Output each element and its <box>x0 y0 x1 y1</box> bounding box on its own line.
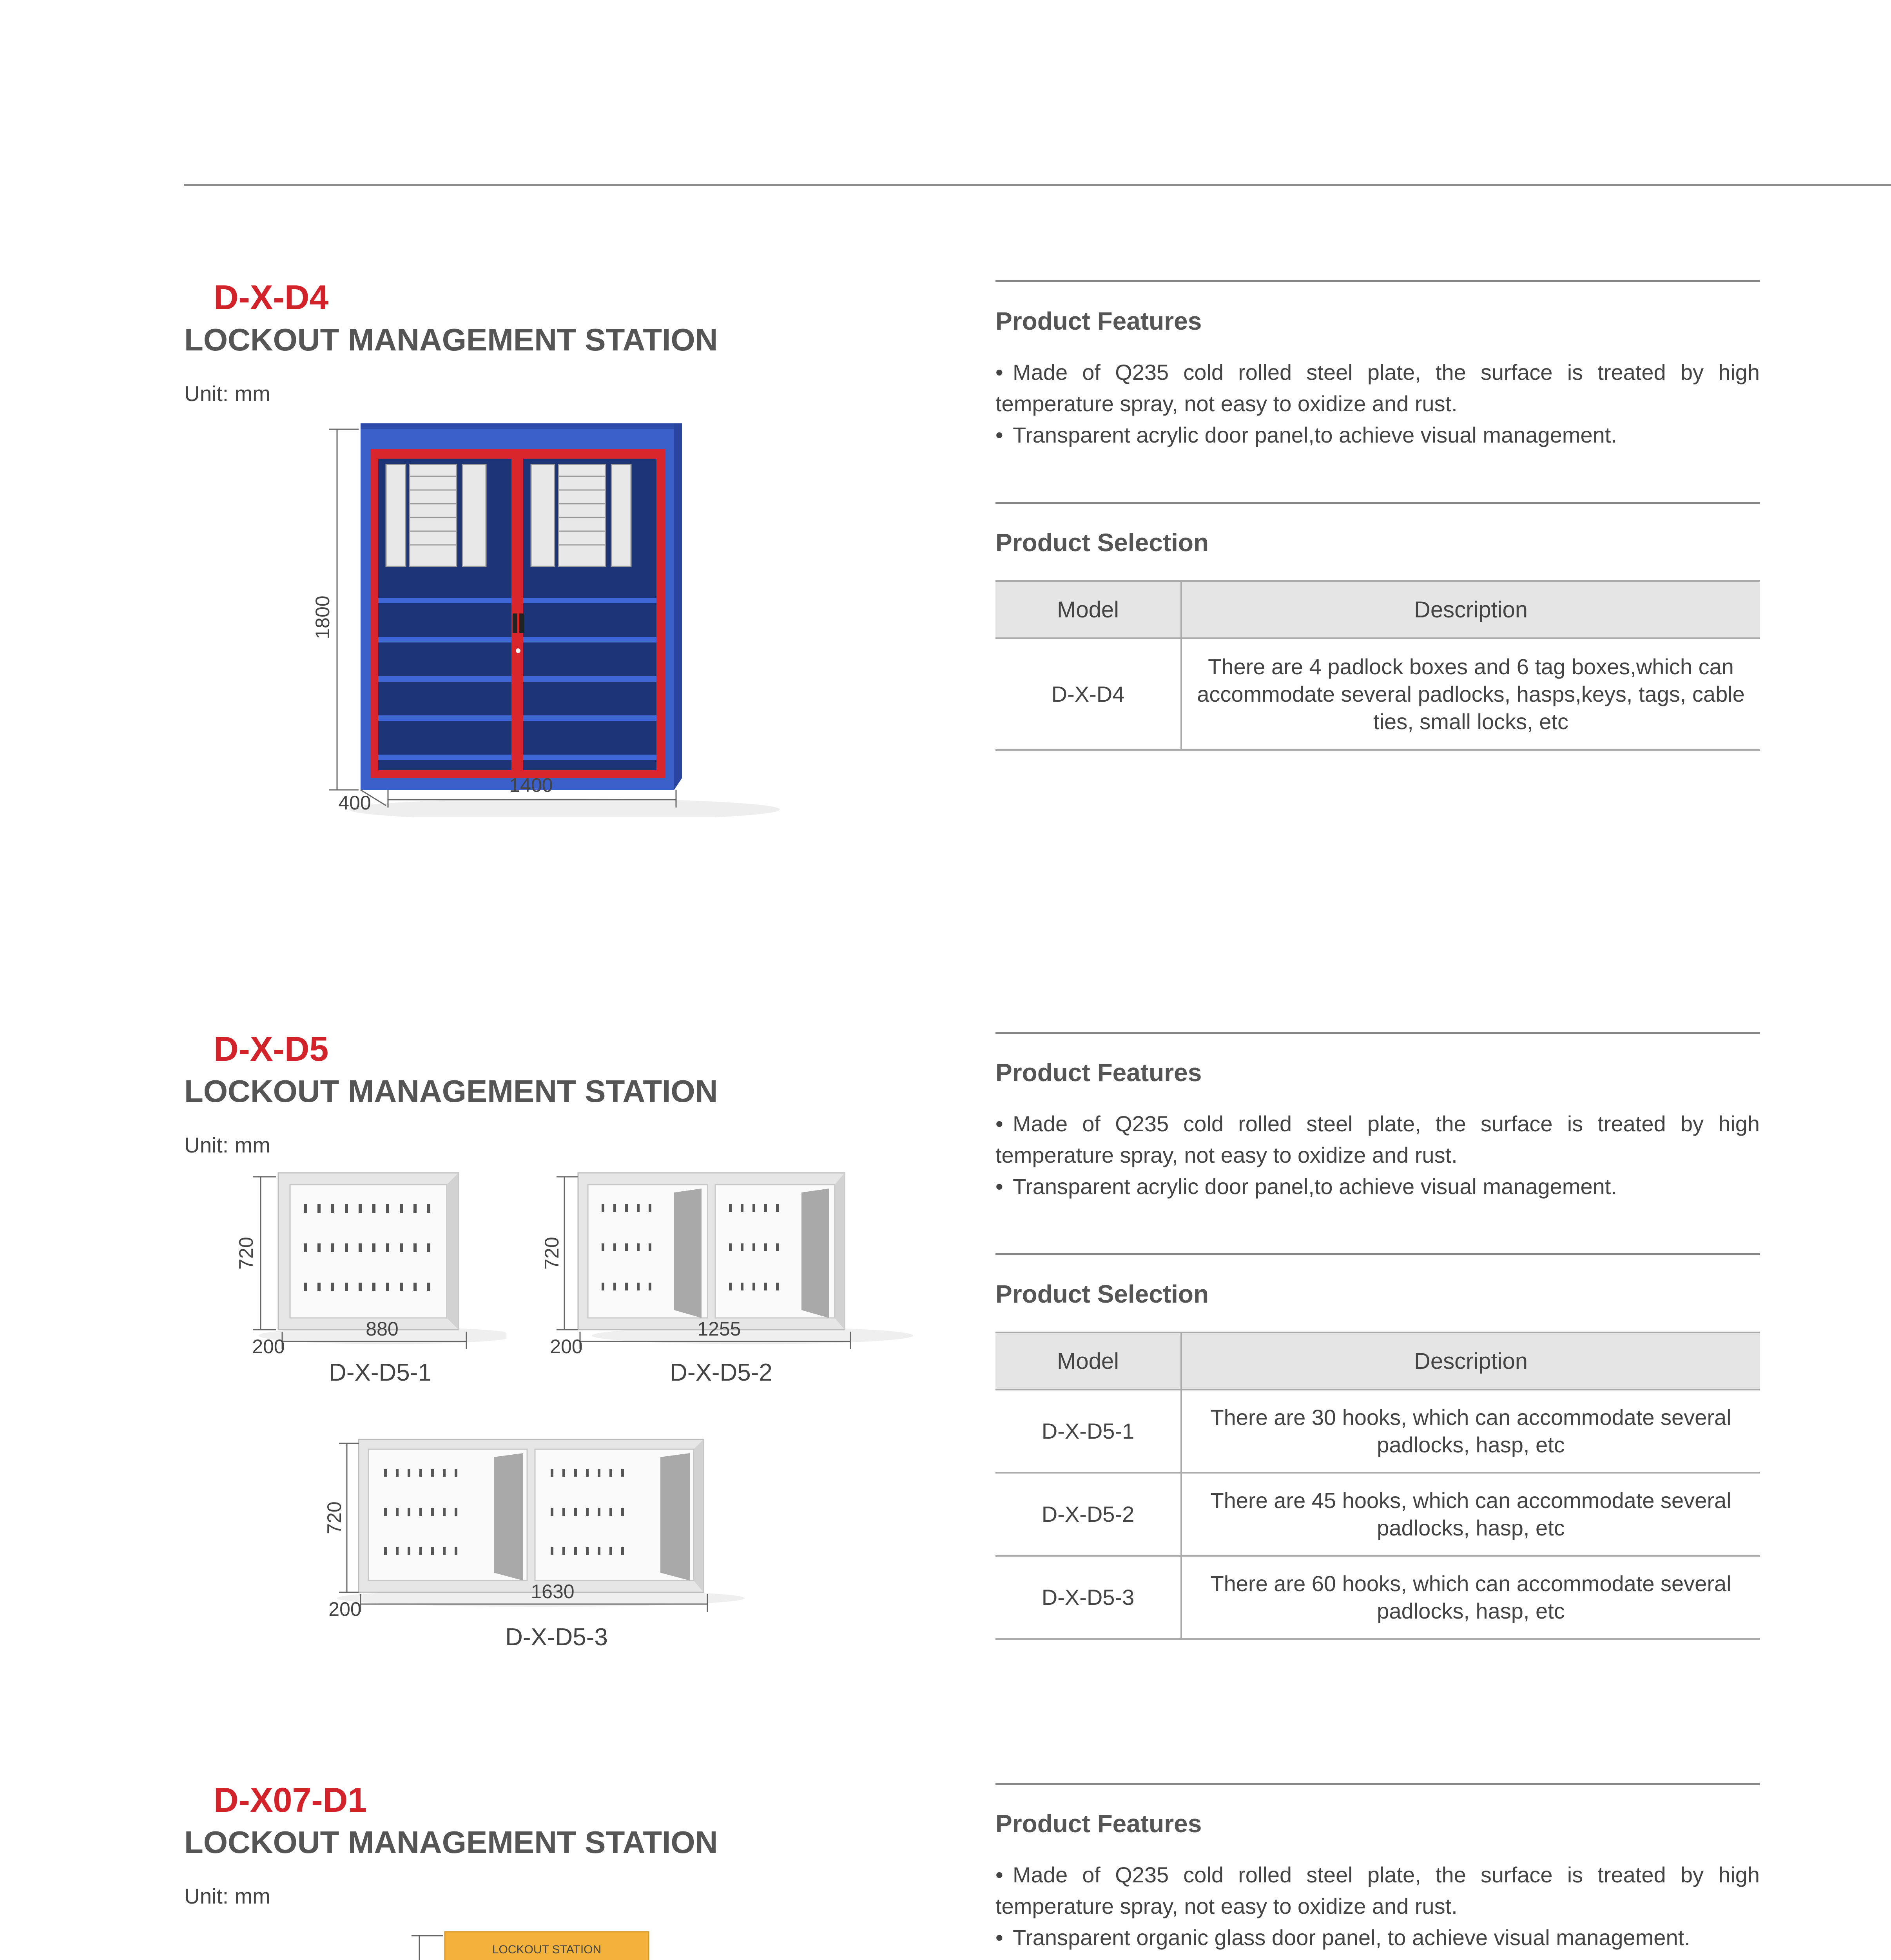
selection-rule <box>995 502 1760 504</box>
cabinet-caption: D-X-D5-2 <box>670 1359 772 1386</box>
feature-item: • Transparent organic glass door panel, to achieve visual management. <box>995 1925 1690 1950</box>
header-description: Description <box>1181 581 1760 638</box>
table-row <box>995 638 1760 750</box>
station-title: LOCKOUT MANAGEMENT STATION <box>184 1074 718 1109</box>
dimension-height: 1800 <box>312 595 334 639</box>
cabinet-caption: D-X-D5-1 <box>329 1359 432 1386</box>
cabinet-label: LOCKOUT STATION <box>492 1943 602 1956</box>
dimension-height: 720 <box>541 1237 563 1270</box>
features-rule <box>995 280 1760 282</box>
cell-description: There are 4 padlock boxes and 6 tag boxes,which can accommodate several padlocks, hasps,keys, tags, cable ties, small locks, etc <box>1181 638 1760 750</box>
table-header-row <box>995 1332 1760 1390</box>
dimension-depth: 200 <box>550 1336 583 1357</box>
section-d-x07-d1 <box>0 1780 1891 1960</box>
dimension-width: 1400 <box>509 774 553 796</box>
dimension-depth: 200 <box>328 1598 361 1620</box>
cabinet-d-x-d5-1-drawing <box>231 1169 506 1388</box>
feature-item: • Made of Q235 cold rolled steel plate, the surface is treated by high temperature spray, not easy to oxidize and rust. <box>995 1862 1760 1918</box>
cell-model: D-X-D4 <box>995 638 1181 750</box>
cell-model: D-X-D5-3 <box>995 1556 1181 1639</box>
table-row <box>995 1556 1760 1639</box>
cabinet-d-x-d4-drawing <box>306 417 796 817</box>
feature-item: • Transparent acrylic door panel,to achieve visual management. <box>995 1174 1617 1199</box>
feature-item: • Made of Q235 cold rolled steel plate, the surface is treated by high temperature spray, not easy to oxidize and rust. <box>995 1111 1760 1167</box>
header-model: Model <box>995 581 1181 638</box>
model-code: D-X-D5 <box>214 1029 329 1068</box>
features-heading: Product Features <box>995 307 1202 335</box>
feature-item: • Made of Q235 cold rolled steel plate, the surface is treated by high temperature spray, not easy to oxidize and rust. <box>995 360 1760 416</box>
selection-heading: Product Selection <box>995 1280 1209 1308</box>
dimension-height: 720 <box>323 1501 345 1534</box>
unit-label: Unit: mm <box>184 381 270 406</box>
unit-label: Unit: mm <box>184 1884 270 1908</box>
dimension-depth: 200 <box>252 1336 285 1357</box>
cabinet-caption: D-X-D5-3 <box>505 1624 608 1651</box>
dimension-height: 720 <box>235 1237 257 1270</box>
dimension-width: 1630 <box>531 1581 575 1602</box>
selection-heading: Product Selection <box>995 528 1209 557</box>
features-heading: Product Features <box>995 1809 1202 1838</box>
header-model: Model <box>995 1332 1181 1390</box>
cell-description: There are 60 hooks, which can accommodate several padlocks, hasp, etc <box>1181 1556 1760 1639</box>
table-header-row <box>995 581 1760 638</box>
table-row <box>995 1390 1760 1473</box>
section-d-x-d5 <box>0 1029 1891 1737</box>
features-rule <box>995 1783 1760 1785</box>
selection-rule <box>995 1253 1760 1255</box>
feature-item: • Transparent acrylic door panel,to achieve visual management. <box>995 423 1617 447</box>
unit-label: Unit: mm <box>184 1133 270 1157</box>
dimension-depth: 400 <box>338 792 371 814</box>
station-title: LOCKOUT MANAGEMENT STATION <box>184 322 718 357</box>
features-list <box>995 1859 1760 1953</box>
header-description: Description <box>1181 1332 1760 1390</box>
cell-description: There are 45 hooks, which can accommodate several padlocks, hasp, etc <box>1181 1473 1760 1556</box>
cell-model: D-X-D5-1 <box>995 1390 1181 1473</box>
top-divider <box>184 184 1891 186</box>
table-row <box>995 1473 1760 1556</box>
features-list <box>995 1108 1760 1202</box>
cabinet-d-x-d5-3-drawing <box>321 1432 772 1667</box>
features-list <box>995 357 1760 451</box>
selection-table <box>995 580 1760 751</box>
dimension-width: 880 <box>366 1318 399 1340</box>
station-title: LOCKOUT MANAGEMENT STATION <box>184 1825 718 1860</box>
cell-description: There are 30 hooks, which can accommodate several padlocks, hasp, etc <box>1181 1390 1760 1473</box>
model-code: D-X-D4 <box>214 278 329 317</box>
model-code: D-X07-D1 <box>214 1780 367 1819</box>
section-d-x-d4 <box>0 280 1891 986</box>
cabinet-d-x-d5-2-drawing <box>541 1169 917 1388</box>
dimension-width: 1255 <box>697 1318 741 1340</box>
selection-table <box>995 1332 1760 1640</box>
cabinet-d-x07-d1-drawing <box>384 1928 705 1960</box>
features-rule <box>995 1032 1760 1034</box>
features-heading: Product Features <box>995 1058 1202 1087</box>
cell-model: D-X-D5-2 <box>995 1473 1181 1556</box>
